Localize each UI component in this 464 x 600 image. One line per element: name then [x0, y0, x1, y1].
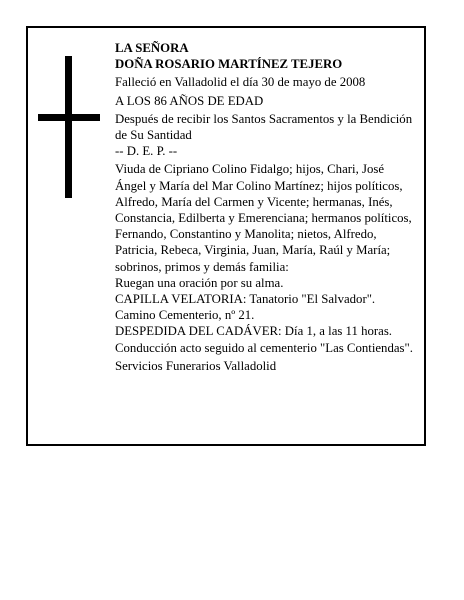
- prayer-request: Ruegan una oración por su alma.: [115, 275, 284, 290]
- deceased-name: DOÑA ROSARIO MARTÍNEZ TEJERO: [115, 57, 343, 72]
- cross-horizontal-bar: [38, 114, 100, 121]
- death-statement: Falleció en Valladolid el día 30 de mayo de 2008: [115, 75, 366, 90]
- family-list: Viuda de Cipriano Colino Fidalgo; hijos, Chari, José Ángel y María del Mar Colino Martínez; hijos políticos, Alfredo, María del Carmen y Vicente; hermanas, Inés, Constancia, Edilberta y Emerenciana; hermanos políticos, Fernando, Constantino y Manolita; nietos, Alfredo, Patricia, Rebeca, Virginia, Juan, María, Raúl y María; sobrinos, primos y demás familia:: [115, 162, 412, 274]
- sacraments-statement: Después de recibir los Santos Sacramentos y la Bendición de Su Santidad: [115, 111, 413, 143]
- age-statement: A LOS 86 AÑOS DE EDAD: [115, 93, 264, 108]
- notice-title: LA SEÑORA: [115, 41, 189, 55]
- rip-line: -- D. E. P. --: [115, 144, 178, 159]
- funeral-services: Servicios Funerarios Valladolid: [115, 358, 277, 373]
- cross-vertical-bar: [65, 56, 72, 198]
- latin-cross-icon: [38, 56, 100, 198]
- chapel-info: CAPILLA VELATORIA: Tanatorio "El Salvador". Camino Cementerio, nº 21.: [115, 292, 376, 323]
- obituary-notice: [26, 26, 426, 446]
- notice-text: [115, 40, 415, 374]
- farewell-info: DESPEDIDA DEL CADÁVER: Día 1, a las 11 horas. Conducción acto seguido al cementerio "Las Contiendas".: [115, 324, 413, 355]
